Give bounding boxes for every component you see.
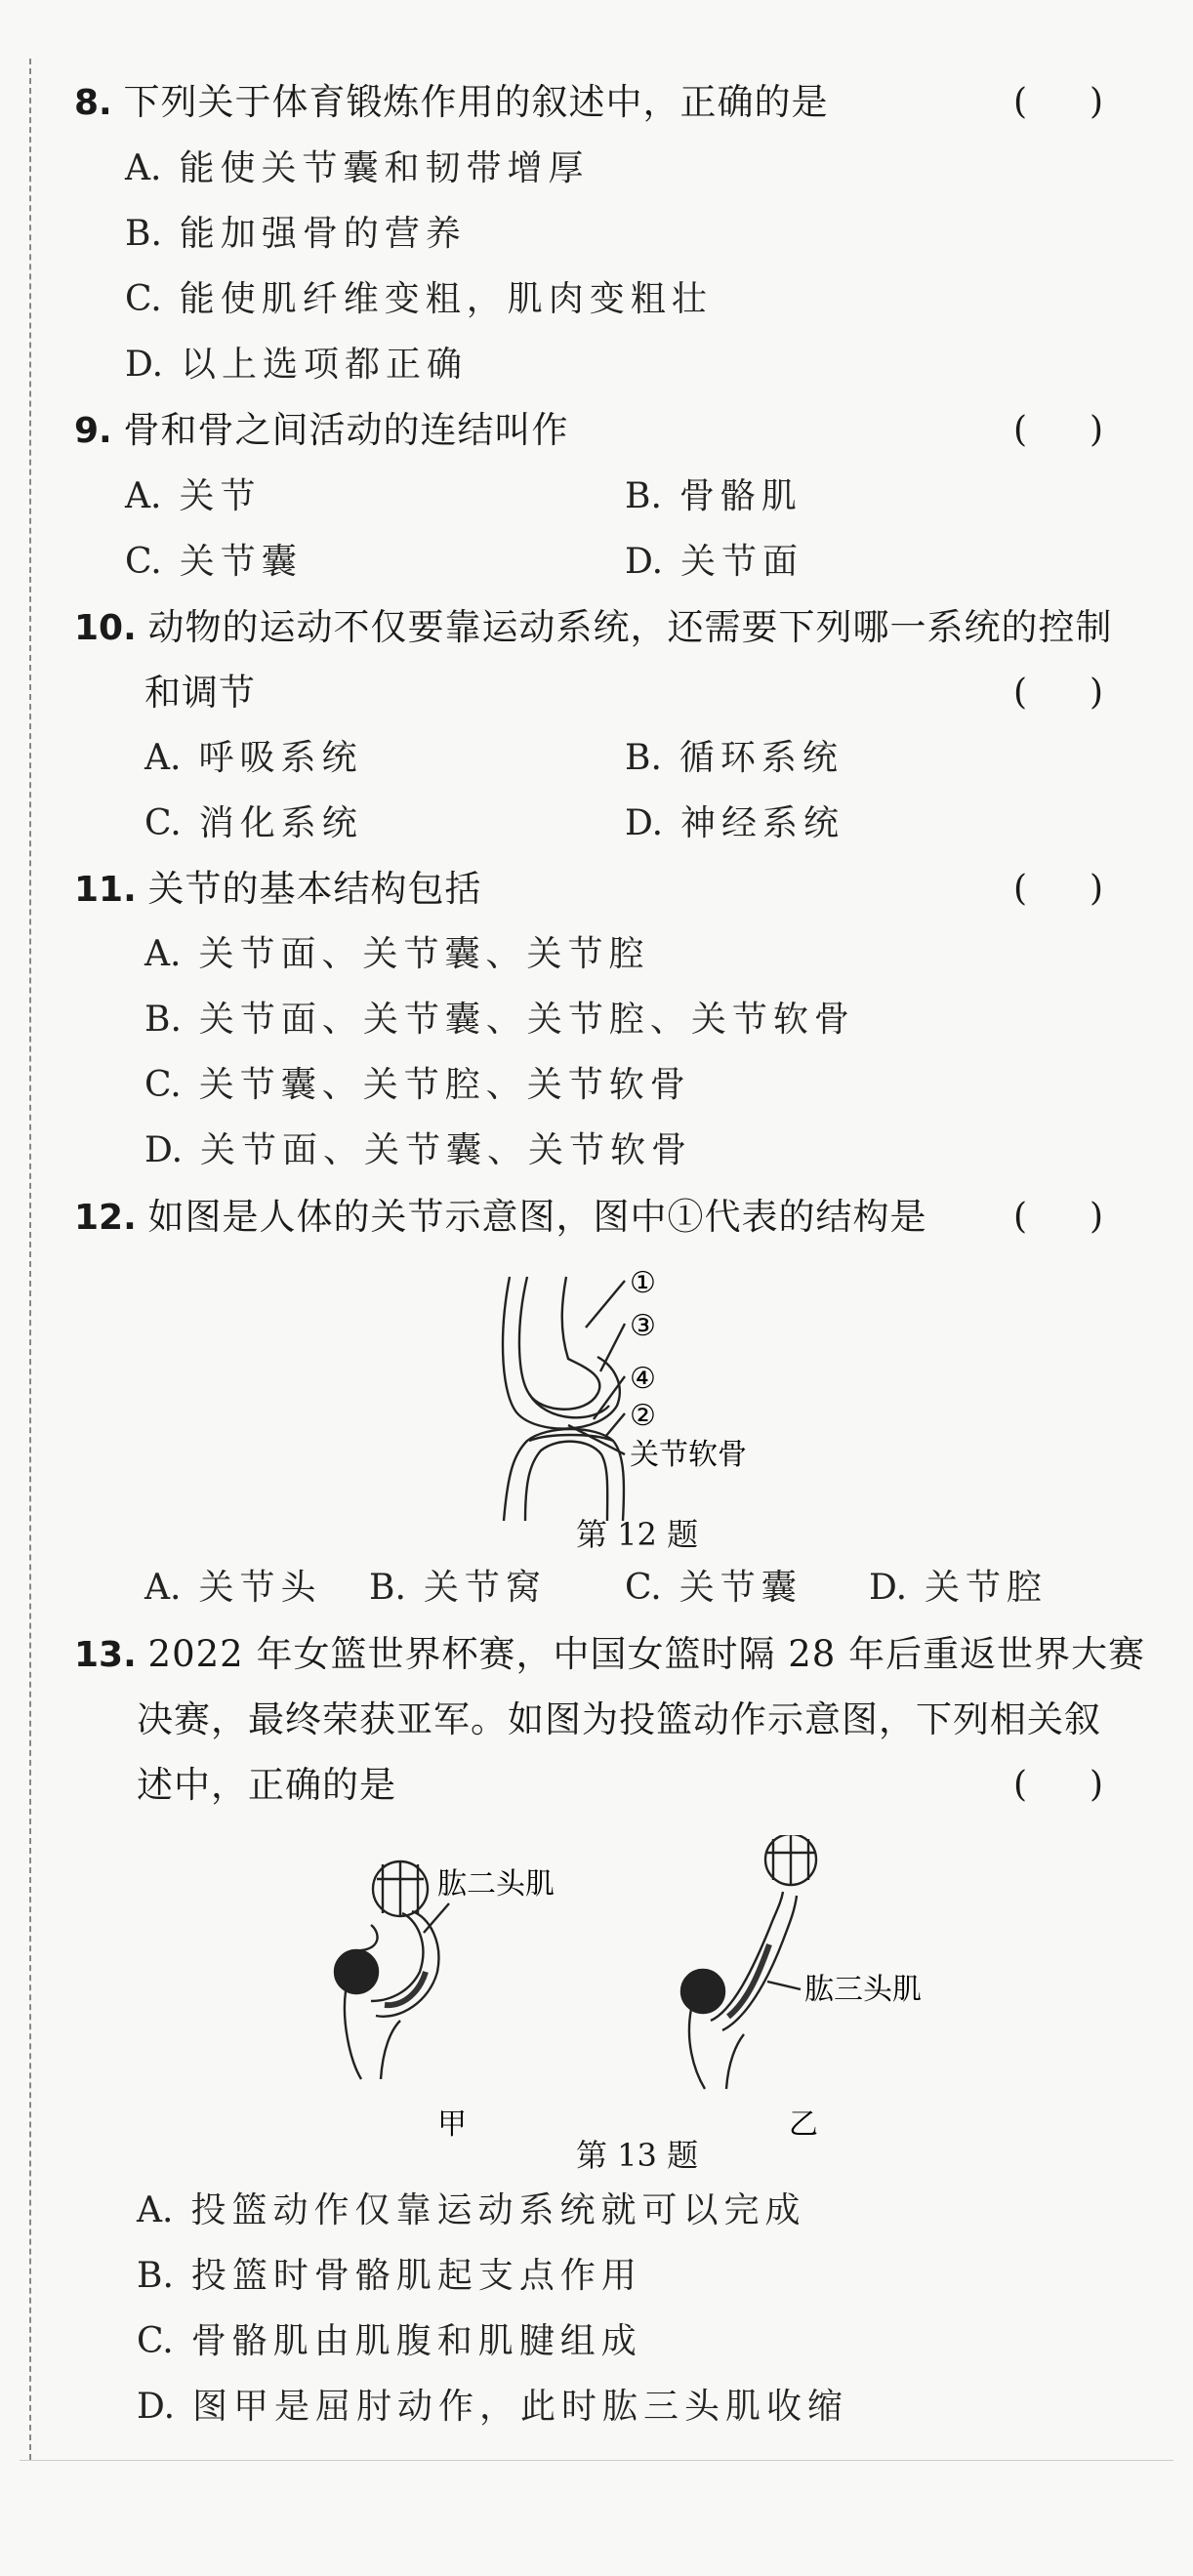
figure-left-player: [335, 1861, 438, 2079]
q8-option-d: D. 以上选项都正确: [125, 345, 469, 385]
answer-blank-10[interactable]: ( ): [1013, 673, 1104, 713]
q13-option-a: A. 投篮动作仅靠运动系统就可以完成: [137, 2190, 806, 2230]
label-4: ④: [630, 1362, 656, 1396]
figure-right-player: [681, 1835, 816, 2089]
q8-option-b: B. 能加强骨的营养: [125, 214, 467, 254]
question-10-stem-cont: 和调节: [144, 672, 256, 714]
q13-option-b: B. 投篮时骨骼肌起支点作用: [137, 2256, 642, 2296]
q12-option-b: B. 关节窝: [369, 1568, 547, 1608]
answer-blank-8[interactable]: ( ): [1013, 82, 1104, 122]
answer-blank-13[interactable]: ( ): [1013, 1765, 1104, 1805]
label-jia: 甲: [437, 2107, 467, 2142]
q10-option-d: D. 神经系统: [625, 803, 845, 843]
question-12-stem: 12. 如图是人体的关节示意图，图中①代表的结构是: [74, 1196, 927, 1238]
q12-option-c: C. 关节囊: [625, 1568, 802, 1608]
binding-margin-line: [29, 59, 31, 2460]
q11-option-a: A. 关节面、关节囊、关节腔: [144, 934, 650, 974]
q12-option-d: D. 关节腔: [869, 1568, 1049, 1608]
q10-option-b: B. 循环系统: [625, 738, 843, 778]
q9-option-d: D. 关节面: [625, 542, 804, 582]
question-9-stem: 9. 骨和骨之间活动的连结叫作: [74, 409, 569, 451]
q13-option-c: C. 骨骼肌由肌腹和肌腱组成: [137, 2321, 642, 2361]
question-10-stem: 10. 动物的运动不仅要靠运动系统，还需要下列哪一系统的控制: [74, 606, 1113, 648]
label-1: ①: [630, 1269, 656, 1300]
label-cartilage: 关节软骨: [630, 1438, 747, 1472]
q10-option-a: A. 呼吸系统: [144, 738, 363, 778]
answer-blank-12[interactable]: ( ): [1013, 1197, 1104, 1237]
basketball-shot-diagram: [322, 1835, 947, 2147]
leader-line-3: [600, 1324, 625, 1371]
figure-13-caption: 第 13 题: [576, 2137, 699, 2174]
q9-option-b: B. 骨骼肌: [625, 476, 802, 516]
q11-option-b: B. 关节面、关节囊、关节腔、关节软骨: [144, 1000, 855, 1040]
question-13-stem-cont-2: 述中，正确的是: [137, 1764, 396, 1806]
figure-12-caption: 第 12 题: [576, 1516, 699, 1553]
q8-option-c: C. 能使肌纤维变粗，肌肉变粗壮: [125, 279, 713, 319]
q9-option-a: A. 关节: [125, 476, 262, 516]
answer-blank-11[interactable]: ( ): [1013, 869, 1104, 909]
joint-lower-bone-inner: [525, 1442, 607, 1521]
question-8-stem: 8. 下列关于体育锻炼作用的叙述中，正确的是: [74, 81, 829, 123]
question-13-stem-cont-1: 决赛，最终荣获亚军。如图为投篮动作示意图，下列相关叙: [137, 1698, 1101, 1740]
leader-line-1: [586, 1281, 625, 1328]
question-11-stem: 11. 关节的基本结构包括: [74, 868, 482, 910]
page-bottom-rule: [20, 2460, 1173, 2461]
label-biceps: 肱二头肌: [437, 1867, 555, 1901]
q13-option-d: D. 图甲是屈肘动作，此时肱三头肌收缩: [137, 2387, 849, 2427]
q12-option-a: A. 关节头: [144, 1568, 322, 1608]
label-2: ②: [630, 1399, 656, 1433]
joint-cartilage-lower: [529, 1435, 613, 1441]
question-13-stem: 13. 2022 年女篮世界杯赛，中国女篮时隔 28 年后重返世界大赛: [74, 1633, 1146, 1675]
q10-option-c: C. 消化系统: [144, 803, 363, 843]
label-3: ③: [630, 1309, 656, 1343]
joint-upper-bone: [519, 1277, 599, 1410]
label-triceps: 肱三头肌: [804, 1973, 922, 2007]
q8-option-a: A. 能使关节囊和韧带增厚: [125, 148, 590, 188]
label-yi: 乙: [789, 2107, 818, 2142]
joint-diagram: [469, 1269, 801, 1523]
q9-option-c: C. 关节囊: [125, 542, 303, 582]
q11-option-c: C. 关节囊、关节腔、关节软骨: [144, 1065, 691, 1105]
answer-blank-9[interactable]: ( ): [1013, 410, 1104, 450]
q11-option-d: D. 关节面、关节囊、关节软骨: [144, 1130, 693, 1170]
